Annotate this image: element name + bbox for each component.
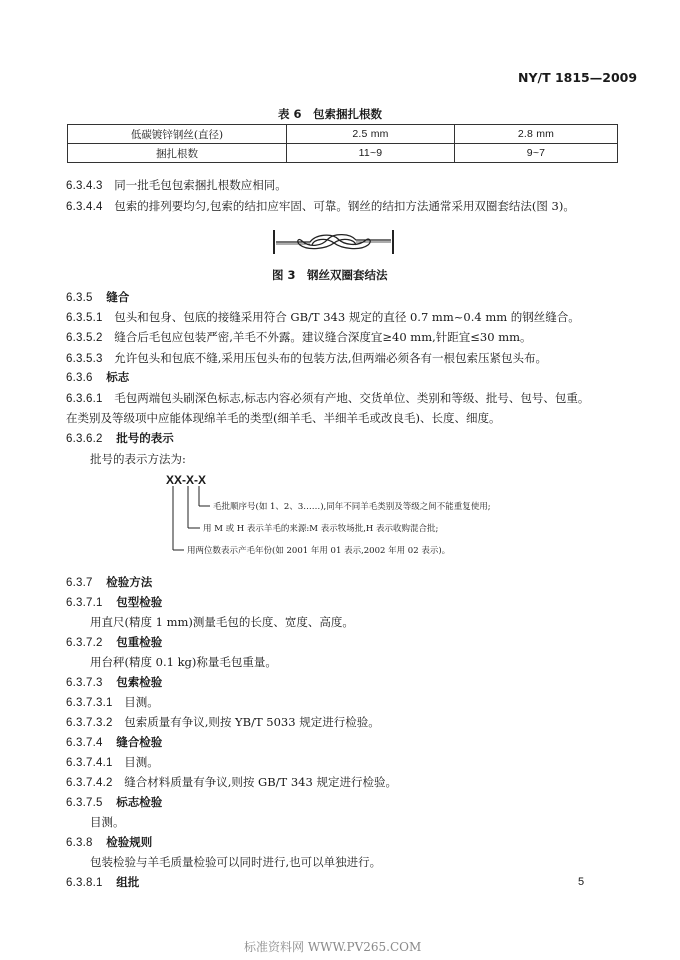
standard-code: NY/T 1815—2009 — [518, 70, 638, 85]
clause-number: 6.3.4.4 — [66, 201, 103, 213]
section-title: 检验规则 — [106, 835, 153, 849]
paragraph-6-3-4-3 — [66, 177, 287, 193]
section-title: 缝合检验 — [116, 735, 163, 749]
clause-text: 包索的排列要均匀,包索的结扣应牢固、可靠。钢丝的结扣方法通常采用双圈套结法(图 3)。 — [114, 199, 575, 213]
section-6-3-7-1 — [66, 594, 162, 610]
paragraph-text: 用直尺(精度 1 mm)测量毛包的长度、宽度、高度。 — [90, 615, 354, 629]
clause-number: 6.3.7.1 — [66, 597, 103, 609]
table-cell: 2.8 mm — [455, 125, 618, 144]
table-cell: 捆扎根数 — [68, 144, 287, 163]
clause-number: 6.3.7.3.2 — [66, 717, 113, 729]
section-title: 批号的表示 — [116, 431, 174, 445]
clause-text: 同一批毛包包索捆扎根数应相同。 — [114, 178, 287, 192]
clause-number: 6.3.7.3 — [66, 677, 103, 689]
clause-text: 目测。 — [124, 755, 159, 769]
section-6-3-6 — [66, 369, 129, 385]
paragraph-6-3-7-3-2 — [66, 714, 380, 730]
section-title: 包型检验 — [116, 595, 163, 609]
clause-number: 6.3.5.2 — [66, 332, 103, 344]
paragraph-text: 目测。 — [90, 815, 125, 829]
clause-text: 缝合后毛包应包装严密,羊毛不外露。建议缝合深度宜≥40 mm,针距宜≤30 mm。 — [114, 330, 532, 344]
batch-intro: 批号的表示方法为: — [90, 452, 186, 466]
batch-code: XX-X-X — [166, 473, 207, 487]
paragraph-6-3-5-1 — [66, 309, 580, 325]
table-row — [68, 144, 618, 163]
paragraph-6-3-5-3 — [66, 350, 547, 366]
clause-number: 6.3.7.2 — [66, 637, 103, 649]
table-cell: 低碳镀锌钢丝(直径) — [68, 125, 287, 144]
section-6-3-8-1 — [66, 874, 139, 890]
clause-number: 6.3.6.1 — [66, 393, 103, 405]
table-cell: 2.5 mm — [287, 125, 455, 144]
batch-note-source: 用 M 或 H 表示羊毛的来源:M 表示牧场批,H 表示收购混合批; — [203, 524, 439, 534]
figure-caption: 图 3 钢丝双圈套结法 — [272, 268, 388, 282]
section-title: 缝合 — [106, 290, 130, 304]
table-cell: 11~9 — [287, 144, 455, 163]
clause-number: 6.3.5.1 — [66, 312, 103, 324]
table-6 — [67, 124, 618, 163]
section-title: 组批 — [116, 875, 140, 889]
section-title: 检验方法 — [106, 575, 153, 589]
table-title: 表 6 包索捆扎根数 — [278, 107, 383, 121]
clause-number: 6.3.8.1 — [66, 877, 103, 889]
clause-number: 6.3.6.2 — [66, 433, 103, 445]
clause-number: 6.3.7.4.1 — [66, 757, 113, 769]
table-row — [68, 125, 618, 144]
paragraph-text: 包装检验与羊毛质量检验可以同时进行,也可以单独进行。 — [90, 855, 382, 869]
batch-note-year: 用两位数表示产毛年份(如 2001 年用 01 表示,2002 年用 02 表示)。 — [187, 546, 451, 556]
section-6-3-8 — [66, 834, 152, 850]
paragraph-6-3-6-1 — [66, 390, 589, 406]
section-6-3-6-2 — [66, 430, 174, 446]
section-6-3-7-5 — [66, 794, 162, 810]
section-6-3-7-4 — [66, 734, 162, 750]
section-6-3-7 — [66, 574, 152, 590]
table-cell: 9~7 — [455, 144, 618, 163]
section-title: 标志 — [106, 370, 130, 384]
section-6-3-7-3 — [66, 674, 162, 690]
clause-number: 6.3.8 — [66, 837, 93, 849]
clause-number: 6.3.7.4.2 — [66, 777, 113, 789]
clause-number: 6.3.7.5 — [66, 797, 103, 809]
paragraph-text: 用台秤(精度 0.1 kg)称量毛包重量。 — [90, 655, 277, 669]
section-6-3-5 — [66, 289, 129, 305]
paragraph-continuation: 在类别及等级项中应能体现绵羊毛的类型(细羊毛、半细羊毛或改良毛)、长度、细度。 — [66, 411, 501, 425]
clause-text: 包头和包身、包底的接缝采用符合 GB/T 343 规定的直径 0.7 mm~0.4 mm 的钢丝缝合。 — [114, 310, 580, 324]
paragraph-6-3-5-2 — [66, 329, 532, 345]
clause-text: 允许包头和包底不缝,采用压包头布的包装方法,但两端必须各有一根包索压紧包头布。 — [114, 351, 548, 365]
paragraph-6-3-7-3-1 — [66, 694, 159, 710]
paragraph-6-3-7-4-1 — [66, 754, 159, 770]
clause-text: 包索质量有争议,则按 YB/T 5033 规定进行检验。 — [124, 715, 380, 729]
clause-text: 毛包两端包头刷深色标志,标志内容必须有产地、交货单位、类别和等级、批号、包号、包重。 — [114, 391, 590, 405]
clause-number: 6.3.5 — [66, 292, 93, 304]
clause-text: 目测。 — [124, 695, 159, 709]
clause-number: 6.3.5.3 — [66, 353, 103, 365]
clause-number: 6.3.7 — [66, 577, 93, 589]
clause-number: 6.3.7.4 — [66, 737, 103, 749]
section-6-3-7-2 — [66, 634, 162, 650]
clause-number: 6.3.4.3 — [66, 180, 103, 192]
double-loop-knot-figure — [272, 227, 396, 257]
page-number: 5 — [578, 876, 585, 888]
paragraph-6-3-7-4-2 — [66, 774, 397, 790]
clause-text: 缝合材料质量有争议,则按 GB/T 343 规定进行检验。 — [124, 775, 397, 789]
section-title: 标志检验 — [116, 795, 163, 809]
watermark: 标准资料网 WWW.PV265.COM — [244, 940, 422, 954]
paragraph-6-3-4-4 — [66, 198, 575, 214]
clause-number: 6.3.7.3.1 — [66, 697, 113, 709]
section-title: 包重检验 — [116, 635, 163, 649]
clause-number: 6.3.6 — [66, 372, 93, 384]
batch-note-sequence: 毛批顺序号(如 1、2、3……),同年不同羊毛类别及等级之间不能重复使用; — [213, 502, 491, 512]
section-title: 包索检验 — [116, 675, 163, 689]
